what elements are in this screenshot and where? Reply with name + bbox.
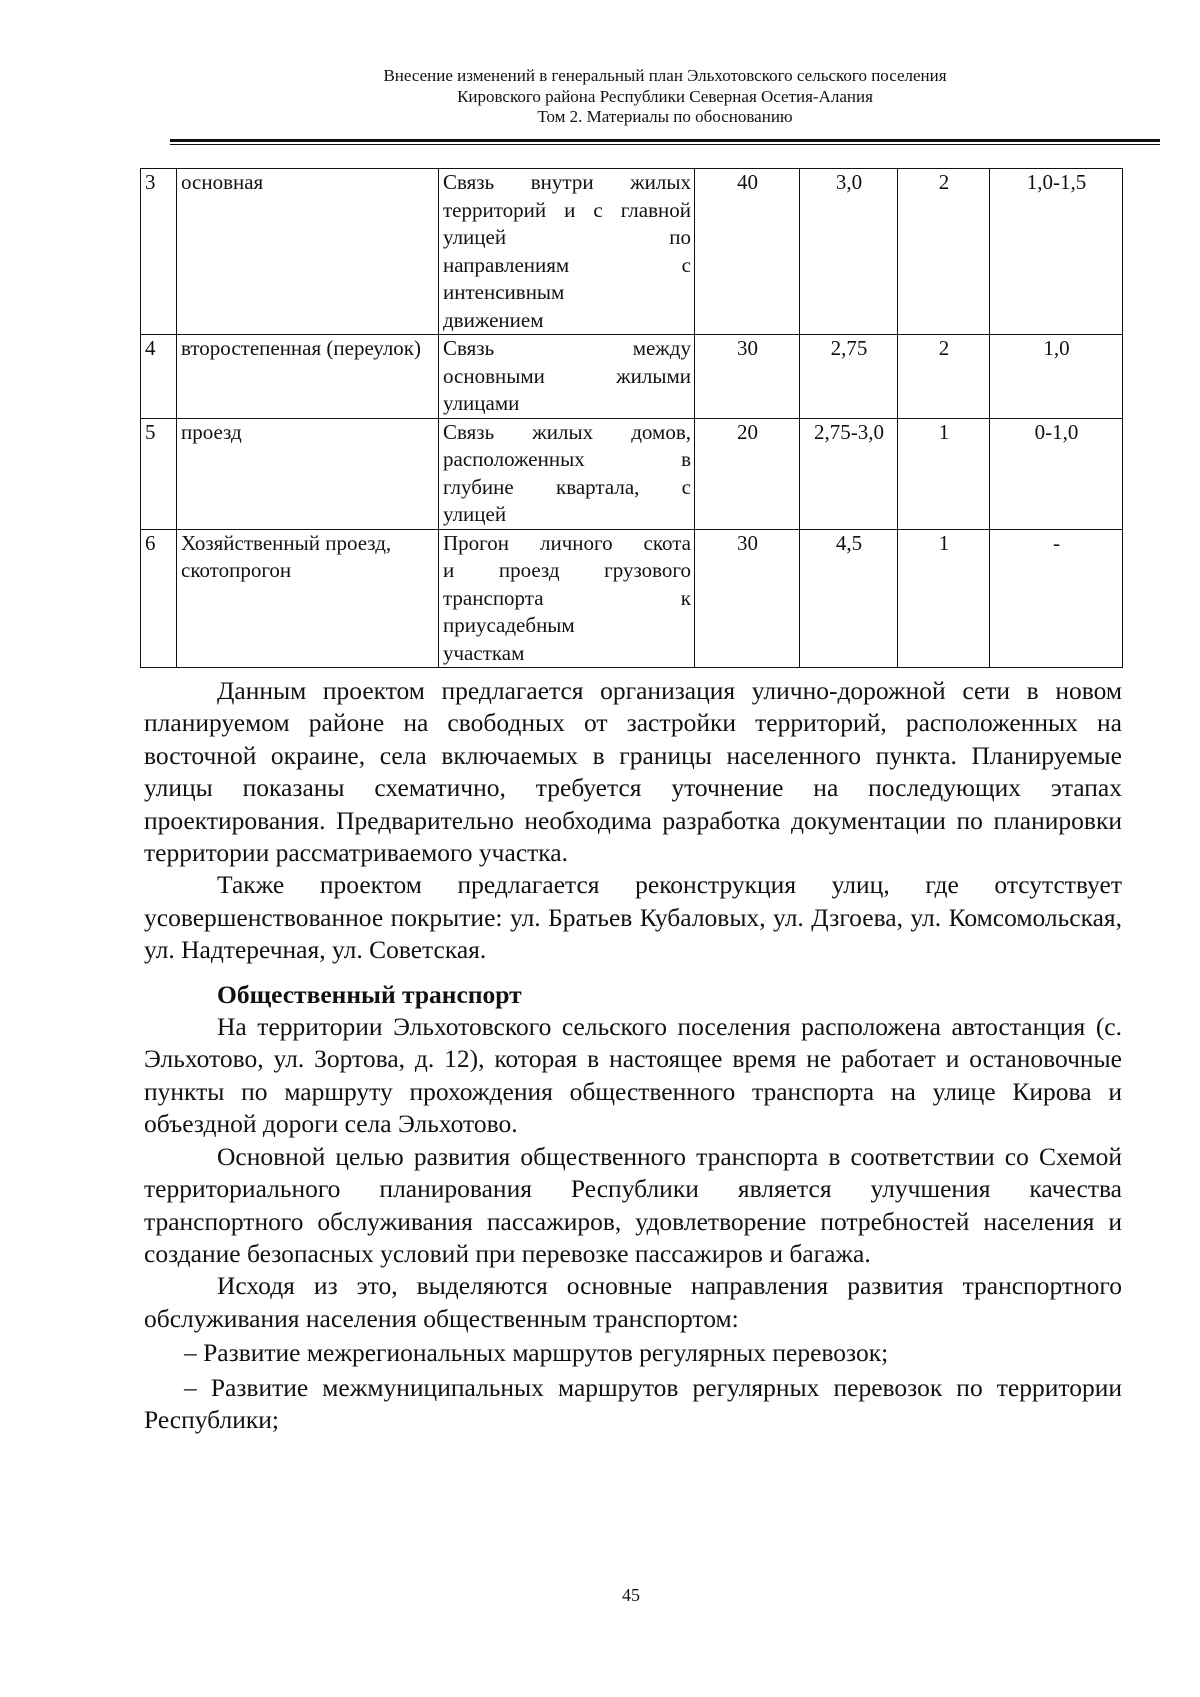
lane-width-cell: 2,75	[800, 335, 898, 419]
lane-width-cell: 4,5	[800, 529, 898, 668]
paragraph-2: Также проектом предлагается реконструкция улиц, где отсутствует усовершенствованное покрытие: ул. Братьев Кубаловых, ул. Дзгоева, ул. Комсомольская, ул. Надтеречная, ул. Советская.	[144, 870, 1122, 965]
header-rule-thick	[170, 139, 1160, 142]
lanes-cell: 1	[898, 418, 990, 529]
lanes-cell: 2	[898, 335, 990, 419]
lane-width-cell: 3,0	[800, 169, 898, 335]
row-number-cell: 6	[141, 529, 177, 668]
purpose-line: глубине квартала, с	[443, 474, 691, 499]
speed-cell: 30	[695, 335, 800, 419]
table-row	[141, 169, 1123, 335]
purpose-line: Связь жилых домов,	[443, 419, 691, 444]
paragraph-3: На территории Эльхотовского сельского поселения расположена автостанция (с. Эльхотово, ул. Зортова, д. 12), которая в настоящее время не работает и остановочные пункты по маршруту прохождения общественного транспорта на улице Кирова и объездной дороги села Эльхотово.	[144, 1012, 1122, 1139]
purpose-cell	[439, 529, 695, 668]
list-item-2: – Развитие межмуниципальных маршрутов регулярных перевозок по территории Республики;	[144, 1372, 1122, 1434]
row-number-cell: 5	[141, 418, 177, 529]
section-heading: Общественный транспорт	[217, 979, 522, 1009]
category-cell: основная	[177, 169, 439, 335]
purpose-line: Связь внутри жилых	[443, 170, 691, 194]
paragraph-5: Исходя из это, выделяются основные направления развития транспортного обслуживания населения общественным транспортом:	[144, 1271, 1122, 1333]
purpose-cell	[439, 418, 695, 529]
table-row	[141, 335, 1123, 419]
sidewalk-cell: -	[990, 529, 1123, 668]
list-item-1: – Развитие межрегиональных маршрутов регулярных перевозок;	[184, 1338, 889, 1368]
document-header	[170, 66, 1160, 128]
purpose-line: улицей	[443, 502, 507, 526]
sidewalk-cell: 1,0	[990, 335, 1123, 419]
header-line-2: Кировского района Республики Северная Осетия-Алания	[457, 86, 873, 106]
lanes-cell: 1	[898, 529, 990, 668]
purpose-line: основными жилыми	[443, 363, 691, 388]
speed-cell: 40	[695, 169, 800, 335]
speed-cell: 30	[695, 529, 800, 668]
purpose-line: и проезд грузового	[443, 558, 691, 582]
category-cell: проезд	[177, 418, 439, 529]
header-line-1: Внесение изменений в генеральный план Эльхотовского сельского поселения	[383, 66, 947, 85]
purpose-line: территорий и с главной	[443, 197, 691, 222]
speed-cell: 20	[695, 418, 800, 529]
paragraph-4: Основной целью развития общественного транспорта в соответствии со Схемой территориального планирования Республики является улучшения качества транспортного обслуживания пассажиров, удовлетворение потребностей населения и создание безопасных условий при перевозке пассажиров и багажа.	[144, 1141, 1122, 1268]
purpose-cell	[439, 169, 695, 335]
body-text	[144, 675, 1122, 1436]
row-number-cell: 4	[141, 335, 177, 419]
category-cell: второстепенная (переулок)	[177, 335, 439, 419]
lanes-cell: 2	[898, 169, 990, 335]
purpose-line: Прогон личного скота	[443, 530, 691, 555]
purpose-line: участкам	[443, 640, 525, 665]
header-line-3: Том 2. Материалы по обоснованию	[537, 107, 793, 126]
purpose-line: улицей по	[443, 225, 691, 249]
purpose-line: движением	[443, 307, 544, 332]
purpose-line: расположенных в	[443, 447, 691, 471]
page-number: 45	[622, 1585, 640, 1605]
row-number-cell: 3	[141, 169, 177, 335]
purpose-cell	[439, 335, 695, 419]
header-rule-thin	[170, 144, 1160, 145]
paragraph-1: Данным проектом предлагается организация улично-дорожной сети в новом планируемом районе на свободных от застройки территорий, расположенных на восточной окраине, села включаемых в границы населенного пункта. Планируемые улицы показаны схематично, требуется уточнение на последующих этапах проектирования. Предварительно необходима разработка документации по планировки территории рассматриваемого участка.	[144, 676, 1122, 868]
purpose-line: Связь между	[443, 336, 691, 360]
table-row	[141, 529, 1123, 668]
purpose-line: интенсивным	[443, 280, 565, 304]
category-cell: Хозяйственный проезд, скотопрогон	[177, 529, 439, 668]
street-categories-table	[140, 168, 1123, 668]
sidewalk-cell: 0-1,0	[990, 418, 1123, 529]
purpose-line: направлениям с	[443, 252, 691, 277]
purpose-line: приусадебным	[443, 613, 575, 637]
table-row	[141, 418, 1123, 529]
sidewalk-cell: 1,0-1,5	[990, 169, 1123, 335]
purpose-line: улицами	[443, 391, 520, 415]
purpose-line: транспорта к	[443, 585, 691, 610]
lane-width-cell: 2,75-3,0	[800, 418, 898, 529]
